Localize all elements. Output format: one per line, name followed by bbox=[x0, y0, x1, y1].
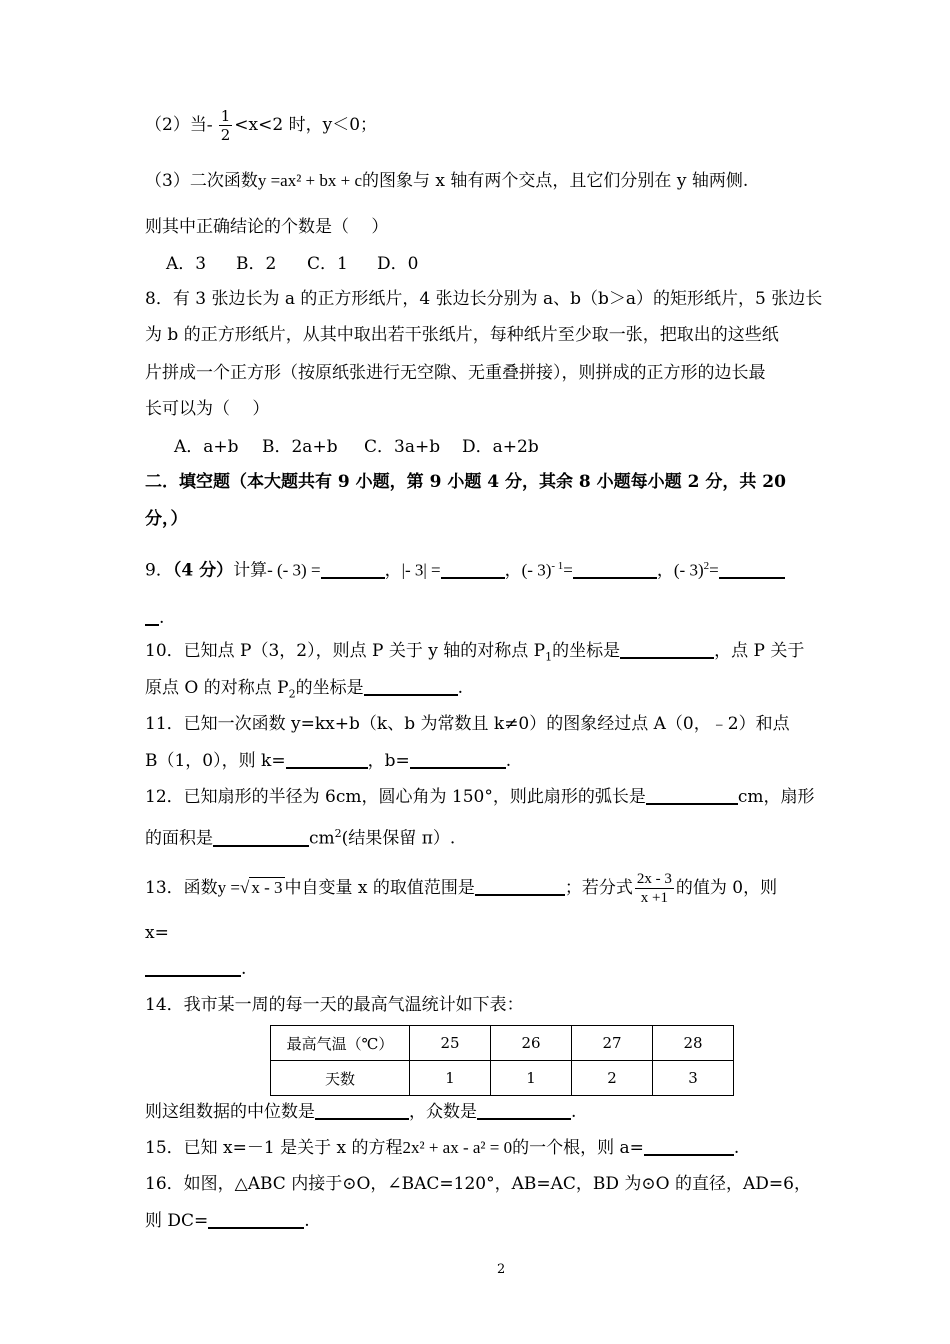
q13-line-2: x= bbox=[145, 923, 169, 943]
q8-line-3: 片拼成一个正方形（按原纸张进行无空隙、无重叠拼接），则拼成的正方形的边长最 bbox=[145, 363, 766, 383]
q11-line-2: B（1，0），则 k= ，b= . bbox=[145, 751, 512, 771]
page-number: 2 bbox=[497, 1262, 506, 1277]
fraction-2x-3-over-x-1: $\frac{2x - 3}{x +1}$ bbox=[636, 871, 672, 906]
q12-blank-area[interactable] bbox=[213, 829, 309, 847]
q13-line-3: . bbox=[145, 958, 246, 980]
q16-line-1: 16．如图，△ABC 内接于⊙O，∠BAC=120°，AB=AC，BD 为⊙O 的直径，AD=6， bbox=[145, 1174, 811, 1194]
sqrt-radicand: x - 3 bbox=[251, 878, 283, 897]
q11-blank-k[interactable] bbox=[286, 751, 368, 769]
q9-blank-3[interactable] bbox=[573, 561, 657, 579]
q10-blank-1[interactable] bbox=[620, 641, 714, 659]
q8-line-1: 8．有 3 张边长为 a 的正方形纸片，4 张边长分别为 a、b（b＞a）的矩形纸片，5 张边长 bbox=[145, 289, 823, 309]
q8-option-b: B．2a+b bbox=[262, 437, 338, 457]
q14-after: 则这组数据的中位数是 ，众数是 . bbox=[145, 1102, 577, 1122]
q15-blank-a[interactable] bbox=[644, 1138, 734, 1156]
q12-blank-arc[interactable] bbox=[646, 787, 738, 805]
q13-line-1: 13．函数y =√ x - 3 中自变量 x 的取值范围是 ；若分式 $\frac{2x - 3}{x +1}$ 的值为 0，则 bbox=[145, 871, 778, 906]
table-header-cell: 26 bbox=[491, 1026, 572, 1061]
table-row bbox=[271, 1026, 734, 1061]
q10-line-2: 原点 O 的对称点 $P_2$的坐标是 . bbox=[145, 678, 463, 701]
table-header-cell: 最高气温（℃） bbox=[271, 1026, 410, 1061]
q8-option-a: A．a+b bbox=[174, 437, 239, 457]
q9-blank-4[interactable] bbox=[719, 561, 785, 579]
q8-line-2: 为 b 的正方形纸片，从其中取出若干张纸片，每种纸片至少取一张，把取出的这些纸 bbox=[145, 325, 779, 345]
q9-blank-1[interactable] bbox=[321, 561, 385, 579]
q11-line-1: 11．已知一次函数 y=kx+b（k、b 为常数且 k≠0）的图象经过点 A（0，﹣2）和点 bbox=[145, 714, 790, 734]
q8-line-4: 长可以为（ ） bbox=[145, 399, 270, 419]
q7-option-c: C．1 bbox=[307, 254, 348, 274]
q7-question: 则其中正确结论的个数是（ ） bbox=[145, 217, 389, 237]
q13-blank-range[interactable] bbox=[475, 878, 565, 896]
q10-blank-2[interactable] bbox=[364, 678, 458, 696]
q11-blank-b[interactable] bbox=[410, 751, 506, 769]
table-cell: 2 bbox=[572, 1061, 653, 1096]
q16-line-2: 则 DC= . bbox=[145, 1211, 310, 1231]
q14-blank-mode[interactable] bbox=[477, 1102, 571, 1120]
table-header-cell: 28 bbox=[653, 1026, 734, 1061]
q16-blank-dc[interactable] bbox=[208, 1211, 304, 1229]
q7-item3: （3）二次函数y =ax² + bx + c的图象与 x 轴有两个交点，且它们分别在 y 轴两侧. bbox=[145, 171, 749, 191]
q13-blank-x[interactable] bbox=[145, 959, 241, 977]
q12-line-1: 12．已知扇形的半径为 6cm，圆心角为 150°，则此扇形的弧长是 cm，扇形 bbox=[145, 787, 815, 807]
section-heading-cont: 分，） bbox=[145, 509, 188, 529]
temperature-table bbox=[270, 1025, 734, 1096]
q9-cont: . bbox=[145, 607, 164, 629]
table-header-cell: 25 bbox=[410, 1026, 491, 1061]
q7-option-b: B．2 bbox=[236, 254, 277, 274]
q14-blank-median[interactable] bbox=[315, 1102, 409, 1120]
table-header-cell: 27 bbox=[572, 1026, 653, 1061]
q7-item2: （2）当- $\frac{1}{2}$ <x<2 时，y＜0； bbox=[145, 107, 378, 144]
section-heading: 二．填空题（本大题共有 9 小题，第 9 小题 4 分，其余 8 小题每小题 2 分，共 20 bbox=[145, 472, 786, 492]
q15: 15．已知 x=－1 是关于 x 的方程2x² + ax - a² = 0的一个根，则 a= . bbox=[145, 1138, 740, 1158]
q7-option-d: D．0 bbox=[377, 254, 419, 274]
q10-line-1: 10．已知点 P（3，2），则点 P 关于 y 轴的对称点 $P_1$的坐标是 ，点 P 关于 bbox=[145, 641, 805, 664]
q12-line-2: 的面积是 $cm^2$(结果保留 π）. bbox=[145, 827, 456, 849]
table-cell: 1 bbox=[491, 1061, 572, 1096]
q14-text: 14．我市某一周的每一天的最高气温统计如下表： bbox=[145, 995, 524, 1015]
q8-option-d: D．a+2b bbox=[462, 437, 539, 457]
table-cell: 1 bbox=[410, 1061, 491, 1096]
table-cell: 3 bbox=[653, 1061, 734, 1096]
q7-option-a: A．3 bbox=[166, 254, 207, 274]
table-cell: 天数 bbox=[271, 1061, 410, 1096]
q8-option-c: C．3a+b bbox=[364, 437, 441, 457]
q9-blank-4-cont[interactable] bbox=[145, 608, 159, 626]
q9-blank-2[interactable] bbox=[441, 561, 505, 579]
fraction-one-half: $\frac{1}{2}$ bbox=[220, 107, 231, 144]
q9: 9．（4 分）计算- (- 3) = ，|- 3| = ，(- 3)$^{- 1}$= ，(- 3)$^2$= bbox=[145, 555, 785, 582]
table-row bbox=[271, 1061, 734, 1096]
